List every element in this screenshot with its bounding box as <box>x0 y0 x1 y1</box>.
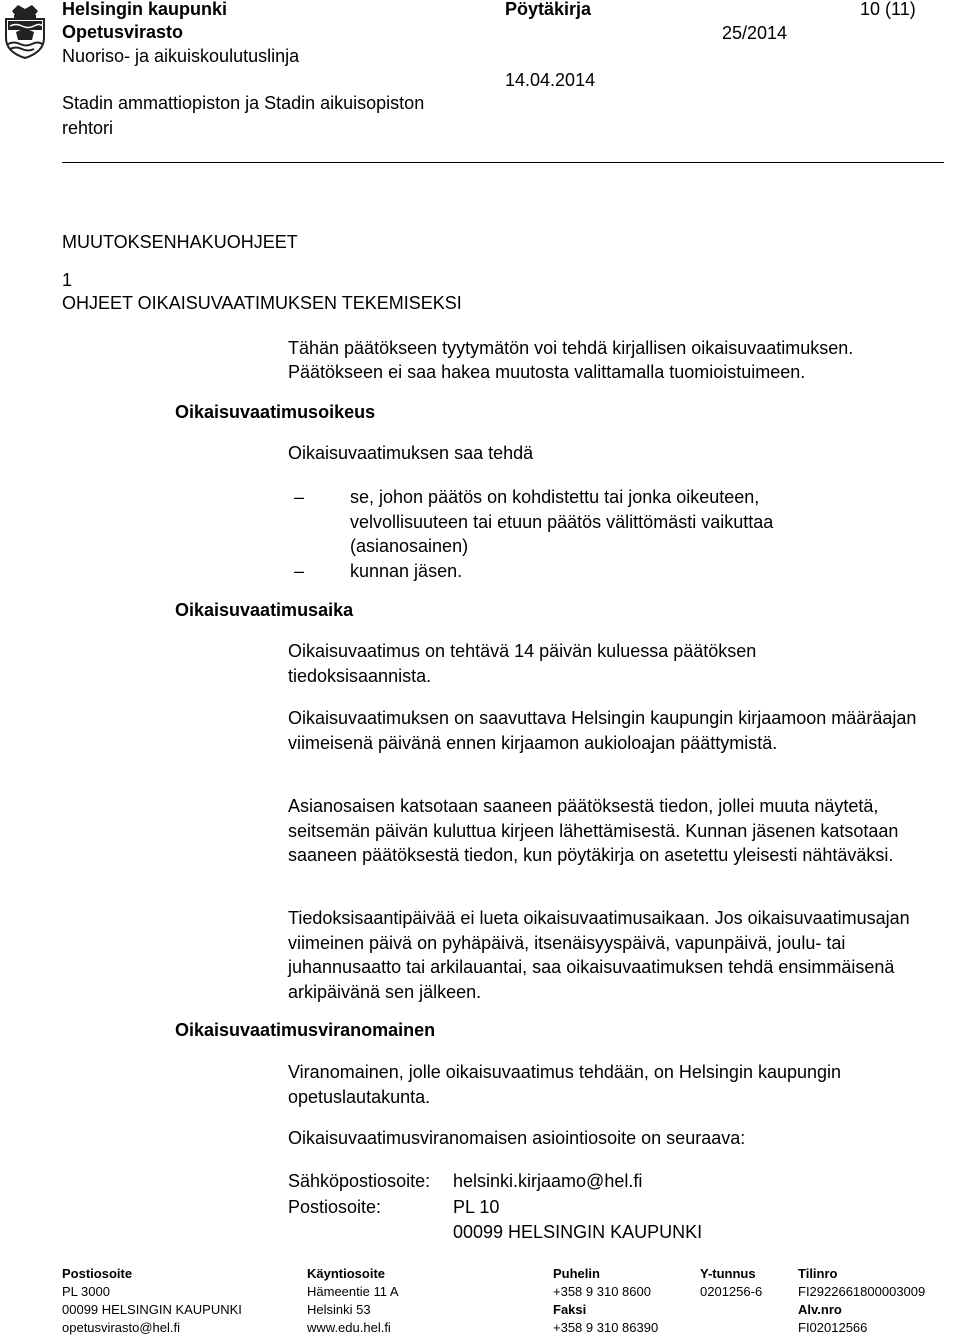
side-label-oikeus: Oikaisuvaatimusoikeus <box>175 402 376 422</box>
footer-col-ytunnus <box>700 1265 762 1301</box>
aika-paragraph-2: Oikaisuvaatimuksen on saavuttava Helsingin kaupungin kirjaamoon määräajan viimeisenä päivänä ennen kirjaamon aukioloajan päättymistä. <box>288 708 917 753</box>
viranomainen-paragraph-1: Viranomainen, jolle oikaisuvaatimus tehdään, on Helsingin kaupungin opetuslautakunta. <box>288 1062 842 1107</box>
footer-account-title: Tilinro <box>798 1266 838 1281</box>
footer-col-account <box>798 1265 925 1337</box>
email-link[interactable]: helsinki.kirjaamo@hel.fi <box>453 1171 643 1191</box>
list-item: – se, johon päätös on kohdistettu tai jonka oikeuteen, velvollisuuteen tai etuun päätös välittömästi vaikuttaa (asianosainen) <box>294 487 774 556</box>
header-dept: Opetusvirasto <box>62 22 184 42</box>
aika-paragraph-4: Tiedoksisaantipäivää ei lueta oikaisuvaatimusaikaan. Jos oikaisuvaatimusajan viimeinen päivä on pyhäpäivä, itsenäisyyspäivä, vapunpäivä, joulu- tai juhannusaatto tai arkilauantai, saa oikaisuvaatimuksen tehdä ensimmäisenä arkipäivänä sen jälkeen. <box>288 908 910 1002</box>
footer-email-link[interactable]: opetusvirasto@hel.fi <box>62 1320 180 1335</box>
footer-postal-title: Postiosoite <box>62 1266 133 1281</box>
doc-number: 25/2014 <box>722 23 788 43</box>
footer-account-value: FI2922661800003009 <box>798 1284 926 1299</box>
intro-line2: Päätökseen ei saa hakea muutosta valittamalla tuomioistuimeen. <box>288 362 806 382</box>
section-number: 1 <box>62 270 73 290</box>
page-number: 10 (11) <box>860 0 916 19</box>
footer-col-phone <box>553 1265 658 1337</box>
list-item: – kunnan jäsen. <box>288 559 578 584</box>
postal-label: Postiosoite: <box>288 1197 382 1217</box>
footer-postal-line1: PL 3000 <box>62 1284 110 1299</box>
footer-ytunnus-value: 0201256-6 <box>700 1284 763 1299</box>
aika-paragraph-1: Oikaisuvaatimus on tehtävä 14 päivän kuluessa päätöksen tiedoksisaannista. <box>288 641 757 686</box>
footer-col-postal <box>62 1265 242 1337</box>
footer-col-visit <box>307 1265 399 1337</box>
postal-line1: PL 10 <box>453 1197 500 1217</box>
section-title: OHJEET OIKAISUVAATIMUKSEN TEKEMISEKSI <box>62 293 462 313</box>
doc-date: 14.04.2014 <box>505 70 596 90</box>
footer-phone-number: +358 9 310 8600 <box>553 1284 651 1299</box>
header-unit: Nuoriso- ja aikuiskoulutuslinja <box>62 46 300 66</box>
intro-line1: Tähän päätökseen tyytymätön voi tehdä kirjallisen oikaisuvaatimuksen. <box>288 338 854 358</box>
helsinki-crest-logo <box>2 2 48 60</box>
header-divider <box>62 162 944 163</box>
dash-bullet-icon: – <box>294 560 305 581</box>
footer-visit-line2: Helsinki 53 <box>307 1302 371 1317</box>
oikeus-lead: Oikaisuvaatimuksen saa tehdä <box>288 443 534 463</box>
postal-line2: 00099 HELSINGIN KAUPUNKI <box>453 1222 703 1242</box>
main-heading: MUUTOKSENHAKUOHJEET <box>62 232 298 252</box>
footer-fax-title: Faksi <box>553 1302 587 1317</box>
footer-postal-line2: 00099 HELSINGIN KAUPUNKI <box>62 1302 242 1317</box>
footer-vat-title: Alv.nro <box>798 1302 842 1317</box>
aika-paragraph-3: Asianosaisen katsotaan saaneen päätöksestä tiedon, jollei muuta näytetä, seitsemän päivän kuluttua kirjeen lähettämisestä. Kunnan jäsenen katsotaan saaneen päätöksestä tiedon, kun pöytäkirja on asetettu yleisesti nähtäväksi. <box>288 796 899 865</box>
footer-phone-title: Puhelin <box>553 1266 600 1281</box>
header-role-line1: Stadin ammattiopiston ja Stadin aikuisopiston <box>62 93 425 113</box>
email-label: Sähköpostiosoite: <box>288 1171 431 1191</box>
footer-vat-value: FI02012566 <box>798 1320 868 1335</box>
viranomainen-paragraph-2: Oikaisuvaatimusviranomaisen asiointiosoite on seuraava: <box>288 1128 746 1148</box>
side-label-viranomainen: Oikaisuvaatimusviranomainen <box>175 1020 436 1040</box>
dash-bullet-icon: – <box>294 487 305 507</box>
footer-ytunnus-title: Y-tunnus <box>700 1266 756 1281</box>
oikeus-bullet-list <box>288 485 774 583</box>
footer-fax-number: +358 9 310 86390 <box>553 1320 659 1335</box>
header-org: Helsingin kaupunki <box>62 0 228 19</box>
footer-website-link[interactable]: www.edu.hel.fi <box>307 1320 391 1335</box>
side-label-aika: Oikaisuvaatimusaika <box>175 600 354 620</box>
footer-visit-line1: Hämeentie 11 A <box>307 1284 399 1299</box>
footer-visit-title: Käyntiosoite <box>307 1266 386 1281</box>
header-role-line2: rehtori <box>62 118 114 138</box>
doc-type: Pöytäkirja <box>505 0 592 19</box>
